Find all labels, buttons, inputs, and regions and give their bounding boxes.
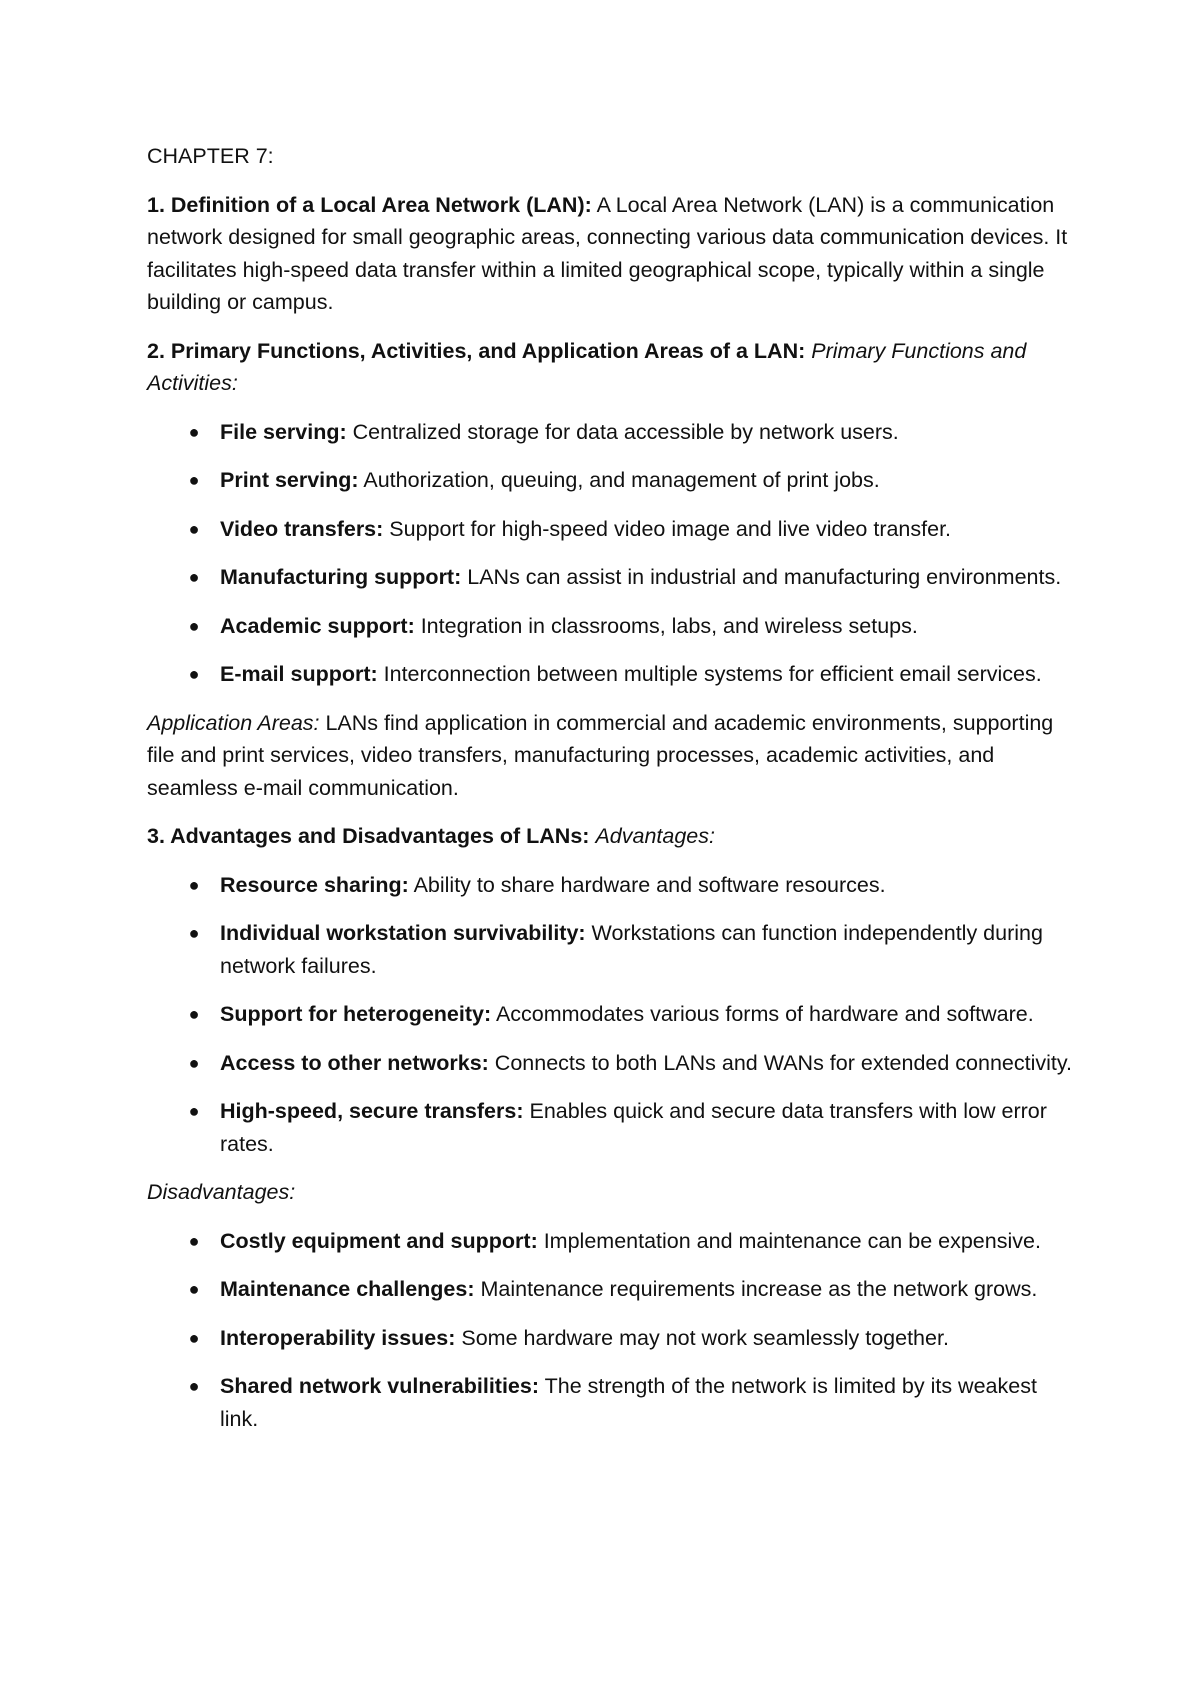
- list-item: [147, 416, 1077, 449]
- list-item-text: Connects to both LANs and WANs for extended connectivity.: [488, 1050, 1073, 1075]
- section-1-body: A Local Area Network (LAN) is a communication network designed for small geographic areas, connecting various data communication devices. It facilitates high-speed data transfer within a limited geographical scope, typically within a single building or campus.: [147, 192, 1068, 314]
- list-item-term: Academic support:: [220, 613, 415, 638]
- list-item-term: Interoperability issues:: [220, 1325, 456, 1350]
- list-item: [147, 998, 1077, 1031]
- bullet-icon: ●: [188, 1004, 200, 1024]
- list-item: [147, 513, 1077, 546]
- list-item-text: Authorization, queuing, and management of print jobs.: [358, 468, 880, 492]
- list-item: [147, 561, 1077, 594]
- list-item: [147, 1095, 1077, 1160]
- functions-list: [147, 416, 1077, 691]
- list-item-term: Manufacturing support:: [220, 565, 462, 589]
- list-item-text: Maintenance requirements increase as the network grows.: [474, 1277, 1038, 1301]
- list-item-term: Shared network vulnerabilities:: [220, 1374, 540, 1398]
- list-item-text: Interconnection between multiple systems for efficient email services.: [377, 662, 1042, 686]
- list-item-text: Enables quick and secure data transfers with low error rates.: [220, 1099, 1047, 1156]
- section-1-paragraph: [147, 189, 1077, 319]
- disadvantages-label: Disadvantages:: [147, 1180, 296, 1204]
- list-item: [147, 658, 1077, 691]
- bullet-icon: ●: [188, 874, 200, 895]
- document-body: [147, 140, 1077, 1451]
- list-item-text: The strength of the network is limited by its weakest link.: [220, 1374, 1037, 1431]
- bullet-icon: ●: [188, 664, 200, 684]
- bullet-icon: ●: [188, 1101, 200, 1121]
- list-item-text: Some hardware may not work seamlessly together.: [455, 1325, 949, 1350]
- list-item-term: Maintenance challenges:: [220, 1277, 475, 1301]
- advantages-list: [147, 869, 1077, 1161]
- application-areas-label: Application Areas:: [147, 710, 320, 735]
- list-item-text: Workstations can function independently during network failures.: [220, 921, 1043, 978]
- list-item-term: Print serving:: [220, 468, 359, 492]
- list-item: [147, 869, 1077, 902]
- list-item-term: Video transfers:: [220, 516, 384, 541]
- application-areas-text: LANs find application in commercial and academic environments, supporting file and print services, video transfers, manufacturing processes, academic activities, and seamless e-mail communication.: [147, 710, 1054, 800]
- list-item: [147, 1273, 1077, 1306]
- disadvantages-heading: [147, 1176, 1077, 1209]
- list-item-text: Centralized storage for data accessible by network users.: [346, 419, 899, 444]
- list-item: [147, 1322, 1077, 1355]
- list-item-term: File serving:: [220, 419, 347, 444]
- bullet-icon: ●: [188, 615, 200, 636]
- section-1-title: 1. Definition of a Local Area Network (LAN):: [147, 192, 592, 217]
- bullet-icon: ●: [188, 1230, 200, 1251]
- list-item: [147, 610, 1077, 643]
- list-item-term: High-speed, secure transfers:: [220, 1099, 524, 1123]
- bullet-icon: ●: [188, 1052, 200, 1073]
- list-item-text: Implementation and maintenance can be expensive.: [537, 1228, 1041, 1253]
- disadvantages-list: [147, 1225, 1077, 1436]
- application-areas-paragraph: [147, 707, 1077, 805]
- list-item-text: Support for high-speed video image and live video transfer.: [383, 516, 952, 541]
- bullet-icon: ●: [188, 470, 200, 490]
- list-item-term: Access to other networks:: [220, 1050, 489, 1075]
- list-item-term: Individual workstation survivability:: [220, 921, 586, 945]
- list-item-term: Resource sharing:: [220, 872, 409, 897]
- bullet-icon: ●: [188, 518, 200, 539]
- list-item-term: E-mail support:: [220, 662, 378, 686]
- advantages-label: Advantages:: [595, 824, 715, 848]
- bullet-icon: ●: [188, 421, 200, 442]
- list-item-text: Accommodates various forms of hardware and software.: [491, 1002, 1034, 1026]
- chapter-heading: CHAPTER 7:: [147, 144, 274, 168]
- list-item: [147, 1370, 1077, 1435]
- bullet-icon: ●: [188, 1279, 200, 1299]
- section-2-title: 2. Primary Functions, Activities, and Application Areas of a LAN:: [147, 338, 806, 363]
- list-item-term: Support for heterogeneity:: [220, 1002, 492, 1026]
- section-2-subtitle: Primary Functions and Activities:: [147, 338, 1027, 395]
- list-item: [147, 1047, 1077, 1080]
- list-item: [147, 917, 1077, 982]
- list-item: [147, 1225, 1077, 1258]
- bullet-icon: ●: [188, 1376, 200, 1396]
- section-3-title: 3. Advantages and Disadvantages of LANs:: [147, 824, 590, 848]
- bullet-icon: ●: [188, 1327, 200, 1348]
- bullet-icon: ●: [188, 923, 200, 943]
- list-item-text: Ability to share hardware and software resources.: [408, 872, 886, 897]
- section-2-heading: [147, 335, 1077, 400]
- list-item: [147, 464, 1077, 497]
- section-3-heading: [147, 820, 1077, 853]
- list-item-text: Integration in classrooms, labs, and wireless setups.: [414, 613, 918, 638]
- list-item-text: LANs can assist in industrial and manufacturing environments.: [461, 565, 1062, 589]
- bullet-icon: ●: [188, 567, 200, 587]
- list-item-term: Costly equipment and support:: [220, 1228, 538, 1253]
